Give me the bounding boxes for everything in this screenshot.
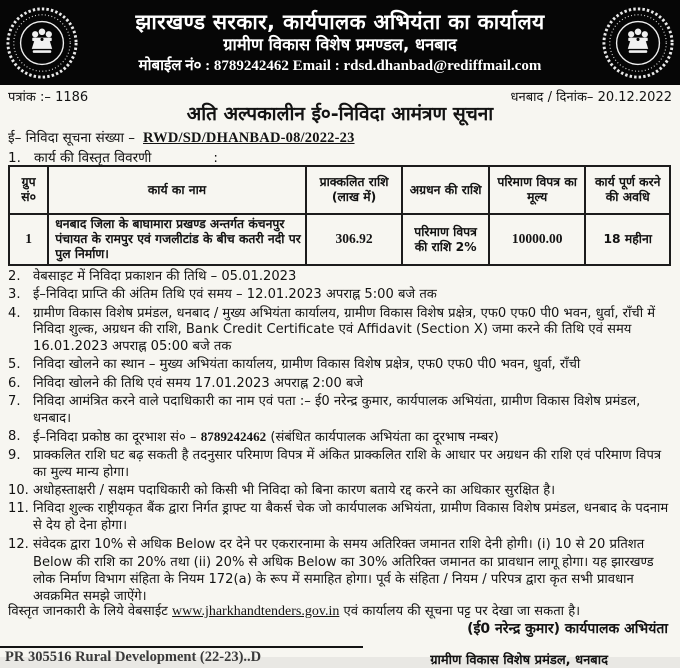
condition-text: निविदा आमंत्रित करने वाले पदाधिकारी का नाम एवं पता :– ई0 नरेन्द्र कुमार, कार्यपालक अभियंता, ग्रामीण विकास विशेष प्रमंडल, धनबाद। (33, 393, 641, 426)
condition-item (8, 394, 674, 428)
condition-number: 3. (8, 287, 21, 303)
tender-cell-phone-number: 8789242462 (200, 428, 267, 444)
condition-text (33, 429, 674, 447)
condition-text: अधोहस्ताक्षरी / सक्षम पदाधिकारी को किसी भी निविदा को बिना कारण बताये रद्द करने का अधिकार सुरक्षित है। (33, 483, 556, 498)
letterhead-band (0, 0, 680, 85)
letter-number-value: 1186 (55, 90, 89, 105)
cell-work-name: धनबाद जिला के बाघामारा प्रखण्ड अन्तर्गत कंचनपुर पंचायत के रामपुर एवं गजलीटांड के बीच कतरी नदी पर पुल निर्माण। (48, 214, 306, 265)
condition-text: प्राक्कलित राशि घट बढ़ सकती है तदनुसार परिमाण विपत्र में अंकित प्राक्कलित राशि के आधार पर अग्रधन की राशि एवं परिमाण विपत्र का मुल्य मान्य होगा। (33, 448, 662, 480)
office-title: झारखण्ड सरकार, कार्यपालक अभियंता का कार्यालय (135, 9, 545, 34)
condition-number: 5. (8, 357, 21, 373)
condition-item (8, 357, 674, 374)
phone-line-suffix: (संबंधित कार्यपालक अभियंता का दूरभाष नम्बर) (270, 429, 499, 445)
cell-group-no: 1 (9, 214, 48, 265)
email-label: Email : (292, 57, 340, 74)
col-estimated-amount: प्राक्कलित राशि (लाख में) (306, 166, 403, 214)
condition-text: निविदा खोलने की तिथि एवं समय 17.01.2023 अपराह्न 2:00 बजे (33, 375, 364, 391)
col-completion-period: कार्य पूर्ण करने की अवधि (585, 166, 670, 214)
cell-estimated-amount: 306.92 (306, 214, 403, 265)
table-header-row (9, 166, 670, 214)
cell-boq-value: 10000.00 (489, 214, 586, 265)
condition-number: 6. (8, 375, 21, 391)
condition-number: 12. (8, 537, 29, 553)
colon: : (213, 150, 218, 166)
work-details-heading (8, 148, 218, 166)
conditions-list (8, 269, 674, 607)
place-date: धनबाद / दिनांक– 20.12.2022 (510, 90, 672, 105)
more-info-line (8, 601, 580, 620)
condition-number: 9. (8, 448, 21, 463)
condition-text: निविदा खोलने का स्थान – मुख्य अभियंता कार्यालय, ग्रामीण विकास विशेष प्रक्षेत्र, एफ0 एफ0 पी0 भवन, धुर्वा, राँची (33, 357, 581, 373)
work-details-label: कार्य की विस्तृत विवरणी (34, 150, 152, 166)
condition-text: ई–निविदा प्राप्ति की अंतिम तिथि एवं समय – 12.01.2023 अपराह्न 5:00 बजे तक (33, 287, 437, 303)
notice-number-value: RWD/SD/DHANBAD-08/2022-23 (143, 130, 355, 146)
email-address: rdsd.dhanbad@rediffmail.com (343, 57, 542, 74)
signatory-department: ग्रामीण विकास विशेष प्रमंडल, धनबाद (430, 653, 608, 668)
page-title: अति अल्पकालीन ई०-निविदा आमंत्रण सूचना (186, 103, 494, 125)
condition-number: 10. (8, 483, 29, 498)
jharkhand-government-seal-icon (5, 6, 79, 80)
condition-text: ग्रामीण विकास विशेष प्रमंडल, धनबाद / मुख्य अभियंता कार्यालय, ग्रामीण विकास विशेष प्रक्षेत्र, एफ0 एफ0 पी0 भवन, धुर्वा, राँची में निविदा शुल्क, अग्रधन की राशि, Bank Credit Certificate एवं Affidavit (Section X) जमा करने की तिथि एवं समय 16.01.2023 अपराह्न 05:00 बजे तक (33, 305, 656, 354)
condition-text: निविदा शुल्क राष्ट्रीयकृत बैंक द्वारा निर्गत ड्राफ्ट या बैकर्स चेक जो कार्यपालक अभियंता, ग्रामीण विकास विशेष प्रमंडल, धनबाद के पदनाम से देय हो देना होगा। (33, 501, 669, 533)
cell-earnest-money: परिमाण विपत्र की राशि 2% (402, 214, 489, 265)
table-row (9, 214, 670, 265)
condition-text: वेबसाइट में निविदा प्रकाशन की तिथि – 05.01.2023 (33, 269, 297, 284)
col-group-no: ग्रुप सं० (9, 166, 48, 214)
condition-item-phone (8, 429, 674, 447)
col-boq-value: परिमाण विपत्र का मूल्य (489, 166, 586, 214)
item-number: 1. (8, 150, 21, 166)
division-title: ग्रामीण विकास विशेष प्रमण्डल, धनबाद (223, 35, 457, 55)
condition-item (8, 448, 674, 482)
condition-number: 4. (8, 305, 21, 321)
letterhead-text (79, 11, 601, 75)
mobile-label: मोबाईल नं० : (138, 57, 211, 74)
mobile-number: 8789242462 (213, 57, 289, 74)
condition-item (8, 287, 674, 304)
pr-reference: PR 305516 Rural Development (22-23)..D (5, 649, 262, 665)
tenders-website-link: www.jharkhandtenders.gov.in (172, 604, 340, 619)
condition-number: 8. (8, 428, 21, 444)
condition-item (8, 536, 674, 606)
condition-item (8, 376, 674, 393)
condition-item (8, 483, 674, 500)
bottom-divider (0, 646, 363, 648)
condition-item (8, 306, 674, 356)
signatory-line: (ई0 नरेन्द्र कुमार) कार्यपालक अभियंता (467, 621, 668, 637)
jharkhand-government-seal-icon (601, 6, 675, 80)
condition-number: 2. (8, 269, 21, 284)
condition-number: 11. (8, 501, 29, 517)
col-earnest-money: अग्रधन की राशि (402, 166, 489, 214)
phone-line-prefix: ई–निविदा प्रकोष्ठ का दूरभाश सं० – (33, 429, 197, 445)
condition-text: संवेदक द्वारा 10% से अधिक Below दर देने पर एकरारनामा के समय अतिरिक्त जमानत राशि देनी होगी। (i) 10 से 20 प्रतिशत Below की राशि का 20% तथा (ii) 20% से अधिक Below का 30% अतिरिक्त जमानत का प्रावधान लागू होगा। यह झारखण्ड लोक निर्माण विभाग संहिता के नियम 172(a) के रूप में समाहित होगा। पूर्व के संहिता / नियम / परिपत्र द्वारा कृत सभी प्रावधान अवक्रमित समझे जाऐंगे। (33, 537, 654, 605)
col-work-name: कार्य का नाम (48, 166, 306, 214)
letter-number-label: पत्रांक :– (8, 90, 51, 105)
condition-item (8, 269, 674, 286)
info-prefix: विस्तृत जानकारी के लिये वेबसाईट (8, 604, 168, 619)
work-details-table (8, 165, 671, 266)
contact-line (79, 58, 601, 75)
cell-completion-period: 18 महीना (585, 214, 670, 265)
condition-item (8, 501, 674, 535)
info-suffix: एवं कार्यालय की सूचना पट्ट पर देखा जा सकता है। (343, 604, 581, 619)
condition-number: 7. (8, 393, 21, 409)
notice-number-line (8, 128, 355, 147)
notice-number-label: ई– निविदा सूचना संख्या – (8, 130, 135, 146)
